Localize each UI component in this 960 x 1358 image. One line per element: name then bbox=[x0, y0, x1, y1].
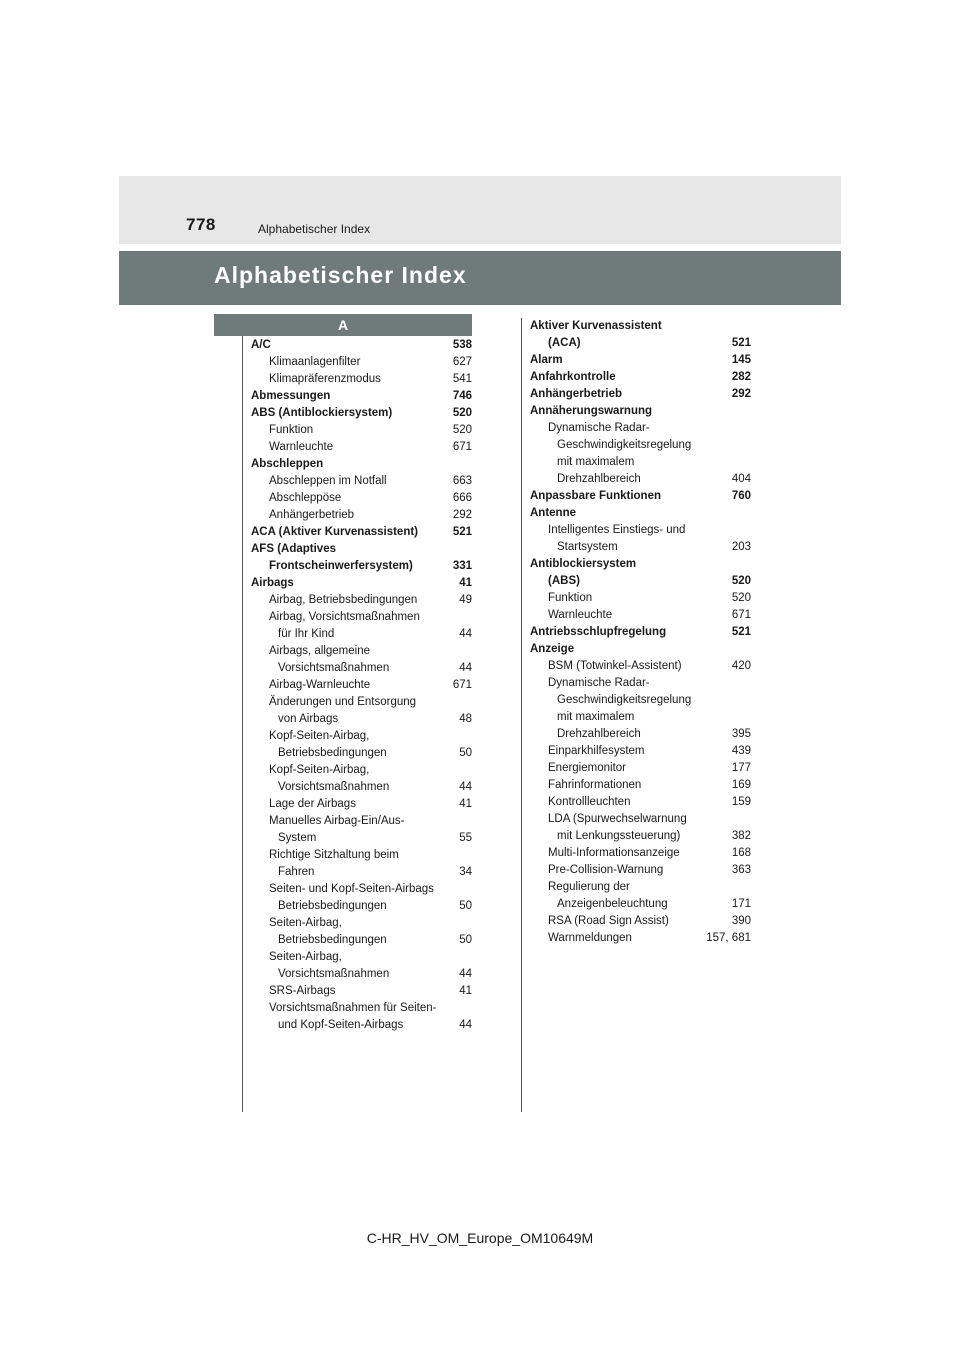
index-entry-term: Klimapräferenzmodus bbox=[269, 373, 381, 385]
index-entry-term: Seiten- und Kopf-Seiten-Airbags bbox=[269, 883, 434, 895]
index-entry-term: Warnleuchte bbox=[548, 609, 613, 621]
index-entry-term: Frontscheinwerfersystem) bbox=[269, 560, 413, 572]
index-entry-page: 331 bbox=[452, 560, 472, 572]
index-entry-term: mit Lenkungssteuerung) bbox=[557, 830, 681, 842]
index-entry bbox=[251, 694, 472, 711]
index-entry-term: Abschleppen im Notfall bbox=[269, 475, 387, 487]
index-entry-term: Betriebsbedingungen bbox=[278, 934, 387, 946]
index-entry-page: 49 bbox=[459, 594, 472, 606]
index-entry-term: Kontrollleuchten bbox=[548, 796, 631, 808]
index-entry bbox=[530, 369, 751, 386]
index-entry-page: 41 bbox=[459, 577, 472, 589]
index-entry-term: Abschleppen bbox=[251, 458, 324, 470]
index-entry bbox=[530, 760, 751, 777]
index-entry-term: BSM (Totwinkel-Assistent) bbox=[548, 660, 682, 672]
index-entry-page: 671 bbox=[731, 609, 751, 621]
index-entry bbox=[251, 983, 472, 1000]
index-entry-term: Intelligentes Einstiegs- und bbox=[548, 524, 686, 536]
index-entry bbox=[530, 658, 751, 675]
index-entry-term: Antenne bbox=[530, 507, 576, 519]
index-entry-term: Abschleppöse bbox=[269, 492, 342, 504]
index-entry-term: Aktiver Kurvenassistent bbox=[530, 320, 662, 332]
index-entry-page: 520 bbox=[731, 592, 751, 604]
index-entry bbox=[530, 352, 751, 369]
index-entry-term: Änderungen und Entsorgung bbox=[269, 696, 417, 708]
index-entry-term: und Kopf-Seiten-Airbags bbox=[278, 1019, 404, 1031]
index-entry-term: Kopf-Seiten-Airbag, bbox=[269, 730, 370, 742]
index-entry bbox=[251, 626, 472, 643]
index-entry-term: Anhängerbetrieb bbox=[530, 388, 623, 400]
index-entry-term: Funktion bbox=[269, 424, 314, 436]
index-entry bbox=[530, 692, 751, 709]
index-entry-term: von Airbags bbox=[278, 713, 339, 725]
index-entry-page: 44 bbox=[459, 662, 472, 674]
index-entry-term: Airbags, allgemeine bbox=[269, 645, 371, 657]
index-entry-page: 44 bbox=[459, 781, 472, 793]
index-entry-page: 404 bbox=[731, 473, 751, 485]
index-entry-term: Dynamische Radar- bbox=[548, 677, 650, 689]
header-band bbox=[119, 176, 841, 244]
index-entry-term: RSA (Road Sign Assist) bbox=[548, 915, 669, 927]
index-entry-term: Warnleuchte bbox=[269, 441, 334, 453]
index-entry-term: System bbox=[278, 832, 317, 844]
index-entry-page: 627 bbox=[452, 356, 472, 368]
index-entry bbox=[251, 405, 472, 422]
index-entry-term: Vorsichtsmaßnahmen bbox=[278, 781, 390, 793]
index-entry bbox=[530, 318, 751, 335]
index-entry-page: 41 bbox=[459, 985, 472, 997]
index-entry-page: 41 bbox=[459, 798, 472, 810]
index-entry bbox=[530, 879, 751, 896]
index-entry bbox=[251, 796, 472, 813]
index-entry-page: 55 bbox=[459, 832, 472, 844]
index-entry bbox=[251, 847, 472, 864]
index-entry bbox=[251, 915, 472, 932]
index-entry-page: 50 bbox=[459, 747, 472, 759]
index-entry-page: 420 bbox=[731, 660, 751, 672]
index-entry-term: Vorsichtsmaßnahmen bbox=[278, 968, 390, 980]
index-entry-page: 760 bbox=[731, 490, 751, 502]
index-entry-term: Antiblockiersystem bbox=[530, 558, 637, 570]
index-entry bbox=[530, 590, 751, 607]
index-entry bbox=[530, 777, 751, 794]
index-entry-page: 50 bbox=[459, 900, 472, 912]
index-entry-page: 395 bbox=[731, 728, 751, 740]
index-entry-term: Seiten-Airbag, bbox=[269, 917, 342, 929]
index-entry-page: 520 bbox=[452, 407, 472, 419]
index-entry bbox=[251, 830, 472, 847]
index-entry-page: 541 bbox=[452, 373, 472, 385]
index-entry bbox=[251, 371, 472, 388]
index-entry bbox=[530, 930, 751, 947]
index-entry-term: Warnmeldungen bbox=[548, 932, 632, 944]
index-entry-page: 292 bbox=[452, 509, 472, 521]
index-entry bbox=[251, 473, 472, 490]
index-entry bbox=[251, 966, 472, 983]
index-entry-page: 671 bbox=[452, 679, 472, 691]
index-entry-page: 44 bbox=[459, 968, 472, 980]
index-entry-term: Richtige Sitzhaltung beim bbox=[269, 849, 399, 861]
index-entry-term: Klimaanlagenfilter bbox=[269, 356, 361, 368]
index-entry bbox=[251, 813, 472, 830]
index-entry bbox=[530, 862, 751, 879]
index-entry-term: Anzeigenbeleuchtung bbox=[557, 898, 668, 910]
index-entry-term: Abmessungen bbox=[251, 390, 331, 402]
index-column-right bbox=[530, 318, 751, 947]
index-entry-term: Vorsichtsmaßnahmen für Seiten- bbox=[269, 1002, 437, 1014]
index-entry-page: 663 bbox=[452, 475, 472, 487]
index-entry bbox=[251, 592, 472, 609]
index-entry-term: LDA (Spurwechselwarnung bbox=[548, 813, 687, 825]
index-entry-term: (ABS) bbox=[548, 575, 580, 587]
index-entry bbox=[530, 913, 751, 930]
index-entry bbox=[530, 573, 751, 590]
index-entry-term: Geschwindigkeitsregelung bbox=[557, 439, 692, 451]
index-entry-page: 282 bbox=[731, 371, 751, 383]
index-entry-page: 520 bbox=[731, 575, 751, 587]
index-entry bbox=[530, 726, 751, 743]
index-entry bbox=[251, 660, 472, 677]
index-entry-term: Anhängerbetrieb bbox=[269, 509, 355, 521]
index-entry-page: 159 bbox=[731, 796, 751, 808]
index-entry-term: Anpassbare Funktionen bbox=[530, 490, 661, 502]
index-entry bbox=[251, 507, 472, 524]
index-entry bbox=[530, 522, 751, 539]
index-entry-term: (ACA) bbox=[548, 337, 581, 349]
index-entry-term: A/C bbox=[251, 339, 271, 351]
index-entry bbox=[251, 609, 472, 626]
index-entry bbox=[251, 490, 472, 507]
index-column-left bbox=[251, 337, 472, 1034]
index-entry bbox=[251, 949, 472, 966]
section-letter: A bbox=[214, 314, 472, 336]
index-entry-page: 169 bbox=[731, 779, 751, 791]
index-entry-page: 50 bbox=[459, 934, 472, 946]
index-entry-term: Kopf-Seiten-Airbag, bbox=[269, 764, 370, 776]
index-entry bbox=[530, 709, 751, 726]
index-entry-term: mit maximalem bbox=[557, 456, 635, 468]
index-entry bbox=[251, 422, 472, 439]
index-entry-page: 34 bbox=[459, 866, 472, 878]
index-entry-page: 520 bbox=[452, 424, 472, 436]
running-title: Alphabetischer Index bbox=[258, 222, 371, 236]
index-entry-term: mit maximalem bbox=[557, 711, 635, 723]
index-entry-term: Airbag, Vorsichtsmaßnahmen bbox=[269, 611, 420, 623]
index-entry-term: Airbag, Betriebsbedingungen bbox=[269, 594, 418, 606]
index-entry bbox=[530, 420, 751, 437]
index-entry bbox=[530, 743, 751, 760]
index-entry bbox=[530, 437, 751, 454]
index-entry bbox=[251, 745, 472, 762]
index-entry bbox=[251, 558, 472, 575]
index-entry bbox=[530, 403, 751, 420]
index-entry bbox=[251, 524, 472, 541]
index-entry-term: Vorsichtsmaßnahmen bbox=[278, 662, 390, 674]
index-entry-term: Seiten-Airbag, bbox=[269, 951, 342, 963]
index-entry bbox=[530, 845, 751, 862]
index-entry bbox=[251, 932, 472, 949]
index-entry bbox=[251, 864, 472, 881]
index-entry-term: ACA (Aktiver Kurvenassistent) bbox=[251, 526, 419, 538]
index-entry-term: Drehzahlbereich bbox=[557, 473, 641, 485]
index-entry bbox=[530, 811, 751, 828]
index-entry-term: Drehzahlbereich bbox=[557, 728, 641, 740]
index-entry-page: 363 bbox=[731, 864, 751, 876]
index-entry bbox=[251, 762, 472, 779]
index-entry bbox=[530, 386, 751, 403]
index-entry-page: 171 bbox=[731, 898, 751, 910]
index-entry-page: 439 bbox=[731, 745, 751, 757]
index-entry-term: Airbag-Warnleuchte bbox=[269, 679, 371, 691]
index-entry bbox=[251, 711, 472, 728]
index-entry bbox=[530, 488, 751, 505]
index-entry bbox=[251, 1000, 472, 1017]
index-entry-term: Geschwindigkeitsregelung bbox=[557, 694, 692, 706]
index-entry-page: 177 bbox=[731, 762, 751, 774]
index-entry-term: Einparkhilfesystem bbox=[548, 745, 645, 757]
index-entry-term: ABS (Antiblockiersystem) bbox=[251, 407, 393, 419]
index-entry bbox=[251, 677, 472, 694]
index-entry bbox=[530, 641, 751, 658]
index-entry-term: Anfahrkontrolle bbox=[530, 371, 616, 383]
index-entry-term: Energiemonitor bbox=[548, 762, 626, 774]
index-entry bbox=[251, 779, 472, 796]
index-entry bbox=[530, 675, 751, 692]
index-entry-page: 48 bbox=[459, 713, 472, 725]
index-entry bbox=[530, 556, 751, 573]
index-entry-term: Regulierung der bbox=[548, 881, 630, 893]
index-entry-term: Manuelles Airbag-Ein/Aus- bbox=[269, 815, 405, 827]
index-entry-page: 145 bbox=[731, 354, 751, 366]
index-entry bbox=[251, 388, 472, 405]
index-entry-term: für Ihr Kind bbox=[278, 628, 335, 640]
index-entry-page: 746 bbox=[452, 390, 472, 402]
index-entry-page: 521 bbox=[731, 337, 751, 349]
index-entry bbox=[530, 607, 751, 624]
index-entry-page: 521 bbox=[731, 626, 751, 638]
index-entry bbox=[530, 539, 751, 556]
page-number: 778 bbox=[186, 215, 216, 234]
index-entry-term: Antriebsschlupfregelung bbox=[530, 626, 667, 638]
index-entry-term: Annäherungswarnung bbox=[530, 405, 653, 417]
index-entry bbox=[530, 471, 751, 488]
index-entry-page: 538 bbox=[452, 339, 472, 351]
index-entry bbox=[251, 456, 472, 473]
index-entry bbox=[530, 505, 751, 522]
right-column-rule bbox=[521, 318, 522, 1112]
index-entry-term: Fahrinformationen bbox=[548, 779, 642, 791]
index-entry-term: Lage der Airbags bbox=[269, 798, 356, 810]
index-entry-term: Betriebsbedingungen bbox=[278, 747, 387, 759]
index-entry bbox=[251, 439, 472, 456]
index-entry-term: Funktion bbox=[548, 592, 593, 604]
index-entry-page: 382 bbox=[731, 830, 751, 842]
index-entry bbox=[251, 1017, 472, 1034]
index-entry bbox=[251, 881, 472, 898]
index-entry bbox=[251, 898, 472, 915]
index-entry bbox=[251, 337, 472, 354]
index-entry bbox=[251, 728, 472, 745]
index-entry bbox=[251, 541, 472, 558]
index-entry-term: Betriebsbedingungen bbox=[278, 900, 387, 912]
index-entry bbox=[530, 454, 751, 471]
index-entry-page: 390 bbox=[731, 915, 751, 927]
index-entry bbox=[251, 354, 472, 371]
index-entry-page: 292 bbox=[731, 388, 751, 400]
index-entry-page: 521 bbox=[452, 526, 472, 538]
left-column-rule bbox=[242, 336, 243, 1112]
index-entry-term: Pre-Collision-Warnung bbox=[548, 864, 664, 876]
index-entry-page: 671 bbox=[452, 441, 472, 453]
index-entry-term: Airbags bbox=[251, 577, 294, 589]
index-entry-term: AFS (Adaptives bbox=[251, 543, 336, 555]
index-entry-page: 44 bbox=[459, 628, 472, 640]
index-entry bbox=[251, 575, 472, 592]
document-code: C-HR_HV_OM_Europe_OM10649M bbox=[366, 1230, 594, 1246]
index-entry bbox=[251, 643, 472, 660]
index-entry-page: 44 bbox=[459, 1019, 472, 1031]
index-entry bbox=[530, 335, 751, 352]
index-entry-page: 168 bbox=[731, 847, 751, 859]
index-entry-term: Alarm bbox=[530, 354, 563, 366]
index-entry-term: Multi-Informationsanzeige bbox=[548, 847, 680, 859]
index-entry bbox=[530, 896, 751, 913]
index-entry-term: Anzeige bbox=[530, 643, 575, 655]
page-title: Alphabetischer Index bbox=[214, 262, 467, 288]
index-entry-term: Dynamische Radar- bbox=[548, 422, 650, 434]
index-entry-term: Startsystem bbox=[557, 541, 618, 553]
index-entry-page: 666 bbox=[452, 492, 472, 504]
index-entry-page: 203 bbox=[731, 541, 751, 553]
index-entry-page: 157, 681 bbox=[706, 932, 751, 944]
index-entry bbox=[530, 828, 751, 845]
index-entry bbox=[530, 794, 751, 811]
index-entry-term: Fahren bbox=[278, 866, 315, 878]
index-entry-term: SRS-Airbags bbox=[269, 985, 336, 997]
index-entry bbox=[530, 624, 751, 641]
